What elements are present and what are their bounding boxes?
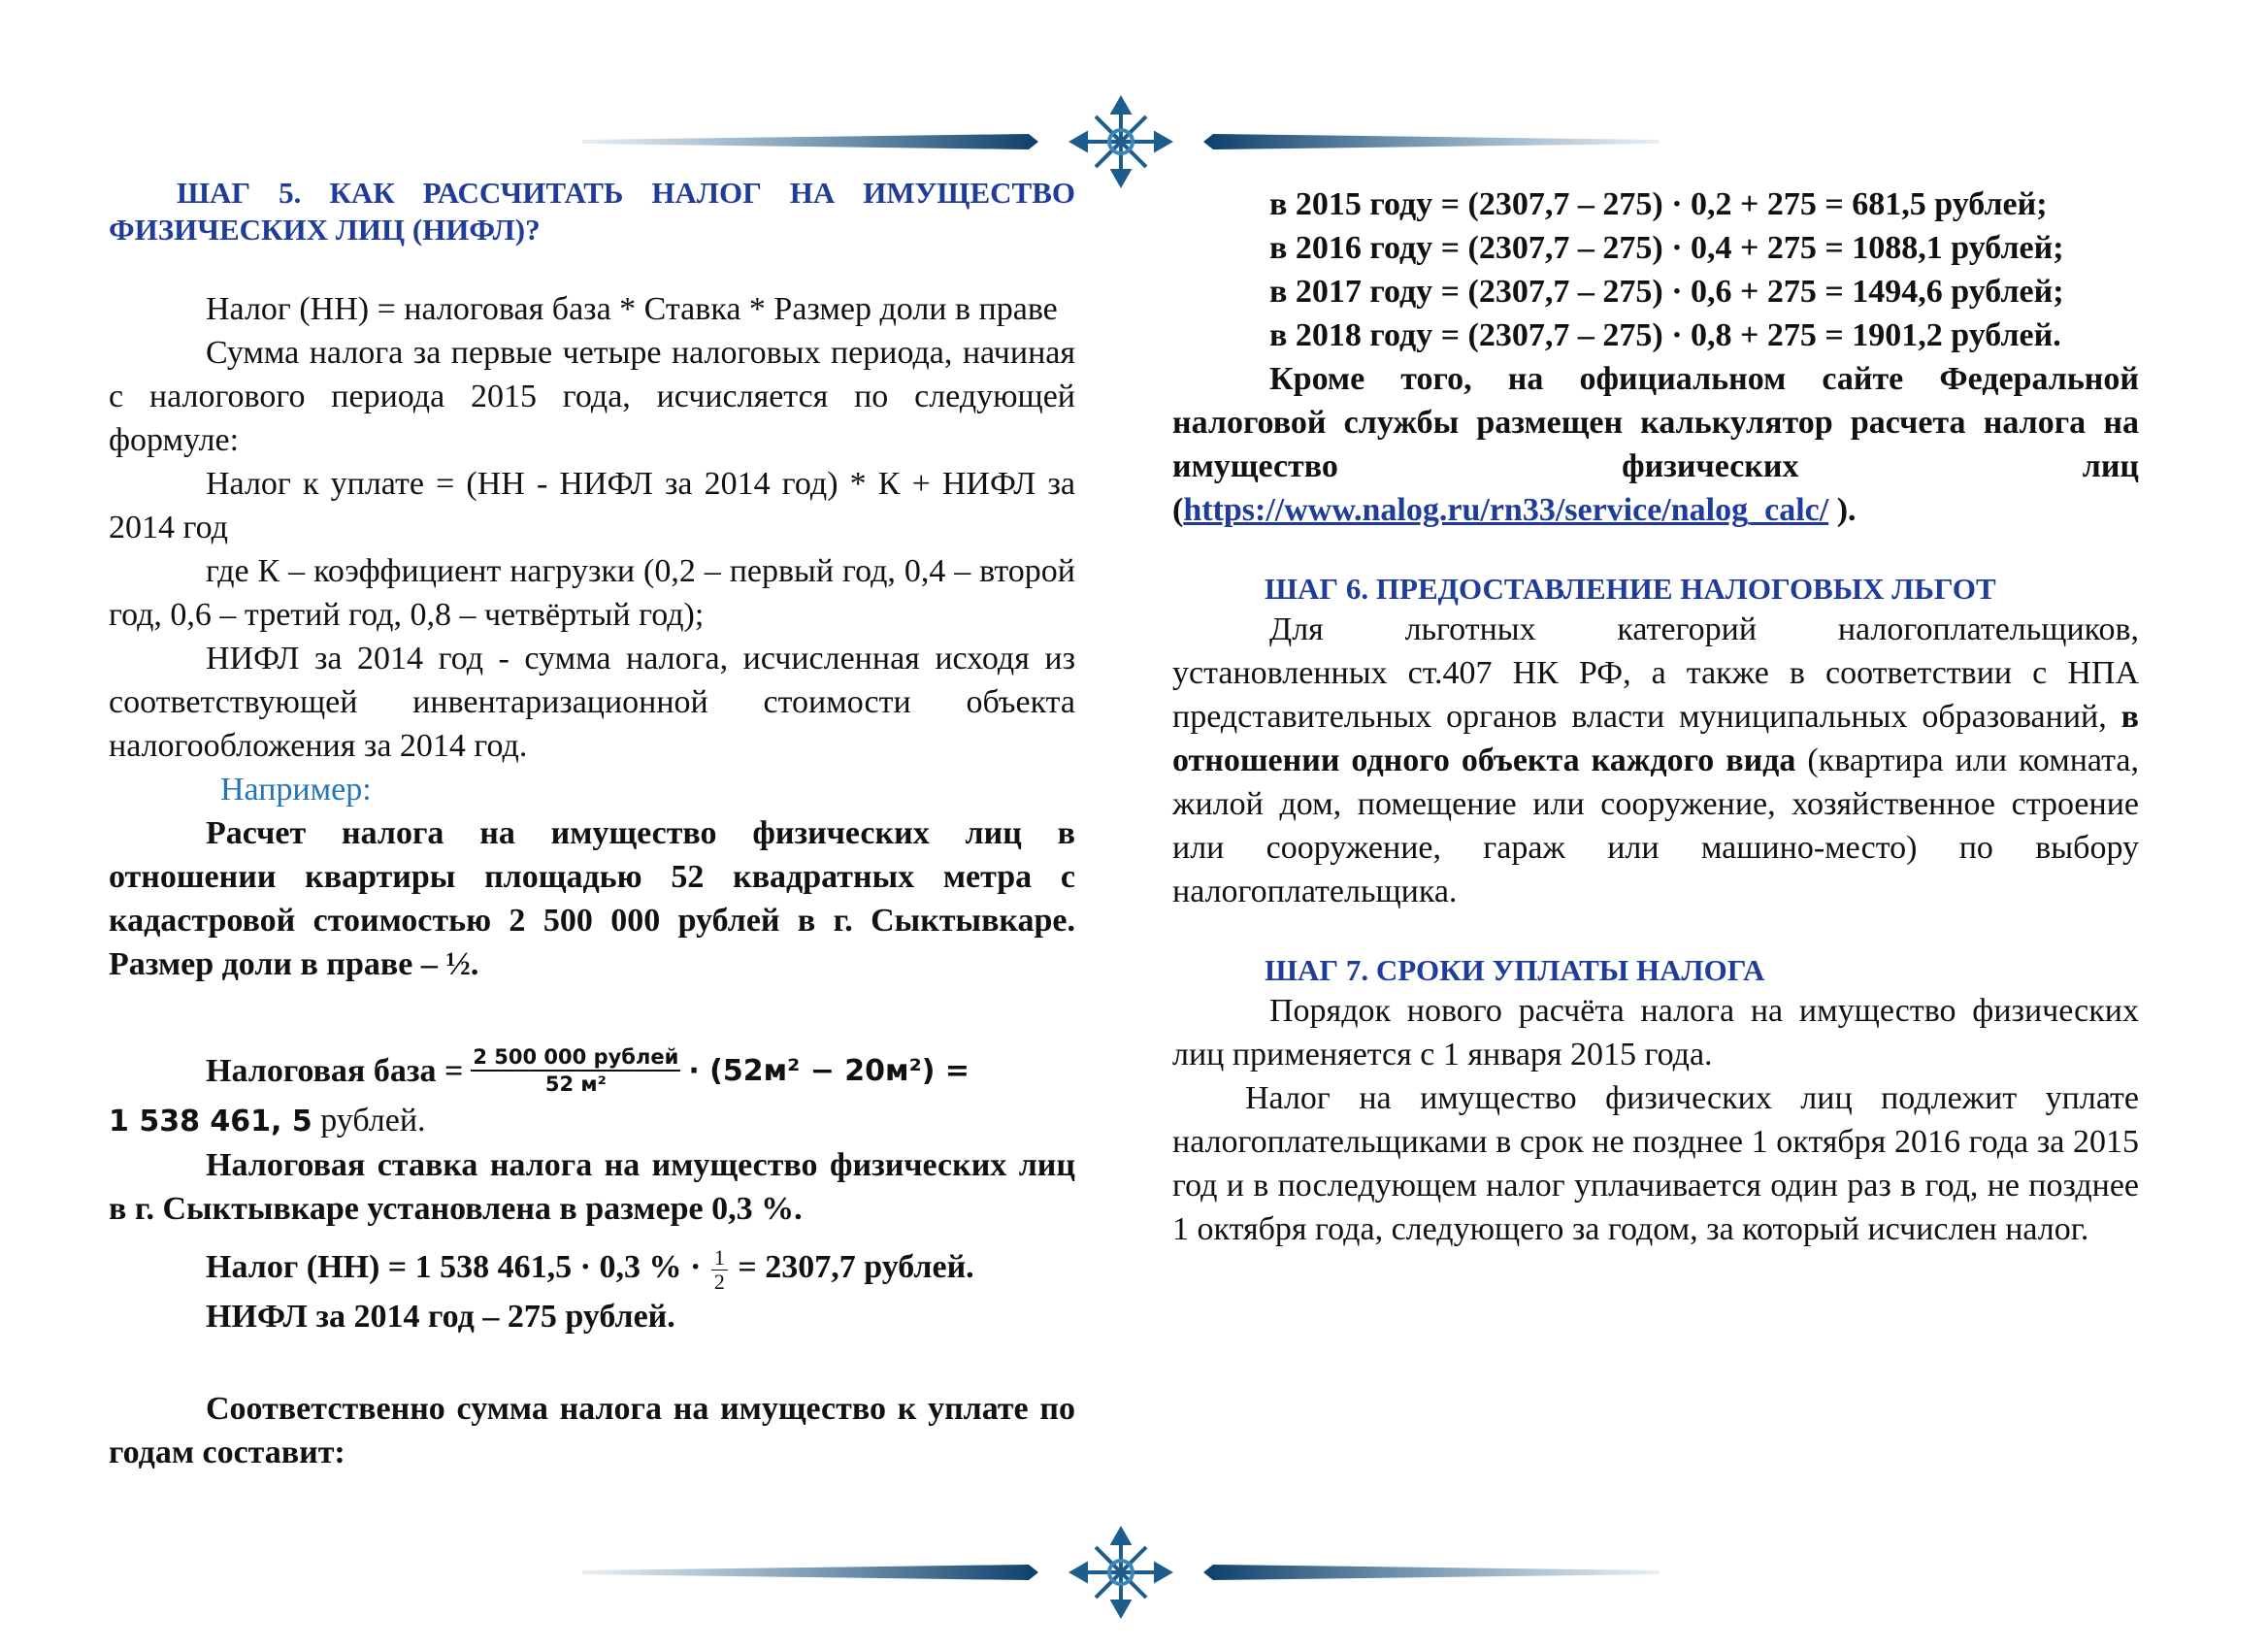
benefits-paragraph — [1172, 608, 2139, 913]
example-text: Расчет налога на имущество физических лиц в отношении квартиры площадью 52 квадратных метра с кадастровой стоимостью 2 500 000 рублей в г. Сыктывкаре. Размер доли в праве – ½. — [109, 815, 1075, 982]
benefits-text: Для льготных категорий налогоплательщиков, установленных ст.407 НК РФ, а также в соответствии с НПА представительных органов власти муниципальных образований, — [1172, 611, 2139, 735]
new-calc-order: Порядок нового расчёта налога на имущество физических лиц применяется с 1 января 2015 года. — [1172, 993, 2139, 1072]
area-expression: · (52м² − 20м²) = — [688, 1053, 970, 1088]
calculator-text: Кроме того, на официальном сайте Федеральной налоговой службы размещен калькулятор расчета налога на имущество физических лиц ( — [1172, 361, 2139, 528]
tax-base-result-unit: рублей. — [312, 1103, 426, 1138]
nifl-2014-definition: НИФЛ за 2014 год - сумма налога, исчисленная исходя из соответствующей инвентаризационной стоимости объекта налогообложения за 2014 год. — [109, 641, 1075, 764]
share-fraction — [711, 1246, 728, 1294]
benefits-bold-text: в отношении одного объекта каждого вида — [1172, 699, 2139, 778]
fraction-denominator: 52 м² — [544, 1072, 607, 1096]
example-label: Например: — [220, 772, 372, 808]
nifl-2014-value: НИФЛ за 2014 год – 275 рублей. — [206, 1299, 675, 1335]
step7-heading: ШАГ 7. СРОКИ УПЛАТЫ НАЛОГА — [1265, 953, 1765, 987]
first-periods-paragraph: Сумма налога за первые четыре налоговых периода, начиная с налогового периода 2015 года, исчисляется по следующей формуле: — [109, 335, 1075, 458]
tax-base-result — [109, 1099, 1075, 1143]
tax-formula-definition: Налог (НН) = налоговая база * Ставка * Размер доли в праве — [206, 291, 1058, 327]
step6-heading: ШАГ 6. ПРЕДОСТАВЛЕНИЕ НАЛОГОВЫХ ЛЬГОТ — [1265, 572, 1996, 606]
tax-calculation-right: = 2307,7 рублей. — [738, 1249, 974, 1285]
year-2018-calc: в 2018 году = (2307,7 – 275) · 0,8 + 275 = 1901,2 рублей. — [1269, 317, 2061, 353]
tax-base-label: Налоговая база = — [206, 1052, 464, 1089]
snowflake-divider-bottom — [582, 1526, 1660, 1623]
calculator-text-end: ). — [1828, 492, 1857, 528]
coefficient-explanation: где К – коэффициент нагрузки (0,2 – первый год, 0,4 – второй год, 0,6 – третий год, 0,8 – четвёртый год); — [109, 553, 1075, 633]
step5-heading: ШАГ 5. КАК РАССЧИТАТЬ НАЛОГ НА ИМУЩЕСТВО ФИЗИЧЕСКИХ ЛИЦ (НИФЛ)? — [109, 176, 1075, 247]
payment-deadline: Налог на имущество физических лиц подлежит уплате налогоплательщиками в срок не позднее 1 октября 2016 года за 2015 год и в последующем налог уплачивается один раз в год, не позднее 1 октября года, следующего за годом, за который исчислен налог. — [1172, 1080, 2139, 1247]
tax-base-result-value: 1 538 461, 5 — [109, 1105, 312, 1138]
nalog-calc-link[interactable]: https://www.nalog.ru/rn33/service/nalog_calc/ — [1183, 492, 1829, 528]
payment-formula: Налог к уплате = (НН - НИФЛ за 2014 год) * К + НИФЛ за 2014 год — [109, 466, 1075, 545]
yearly-conclusion: Соответственно сумма налога на имущество к уплате по годам составит: — [109, 1391, 1075, 1470]
year-2017-calc: в 2017 году = (2307,7 – 275) · 0,6 + 275 = 1494,6 рублей; — [1269, 274, 2064, 310]
snowflake-icon — [1072, 99, 1169, 184]
tax-base-formula — [109, 1035, 1075, 1106]
benefits-text-end: (квартира или комната, жилой дом, помещение или сооружение, хозяйственное строение или сооружение, гараж или машино-место) по выбору налогоплательщика. — [1172, 742, 2139, 909]
share-denominator: 2 — [713, 1269, 725, 1294]
year-2015-calc: в 2015 году = (2307,7 – 275) · 0,2 + 275 = 681,5 рублей; — [1269, 186, 2048, 222]
tax-base-fraction — [471, 1044, 680, 1097]
right-column — [1172, 182, 2139, 1251]
share-numerator: 1 — [711, 1246, 728, 1270]
left-column — [109, 175, 1075, 1474]
calculator-paragraph — [1172, 357, 2139, 532]
year-2016-calc: в 2016 году = (2307,7 – 275) · 0,4 + 275 = 1088,1 рублей; — [1269, 230, 2064, 266]
tax-rate-text: Налоговая ставка налога на имущество физических лиц в г. Сыктывкаре установлена в размере 0,3 %. — [109, 1147, 1075, 1227]
snowflake-icon — [1072, 1530, 1169, 1615]
fraction-numerator: 2 500 000 рублей — [471, 1044, 680, 1072]
tax-calculation — [109, 1240, 1075, 1295]
tax-calculation-left: Налог (НН) = 1 538 461,5 · 0,3 % · — [206, 1249, 702, 1285]
